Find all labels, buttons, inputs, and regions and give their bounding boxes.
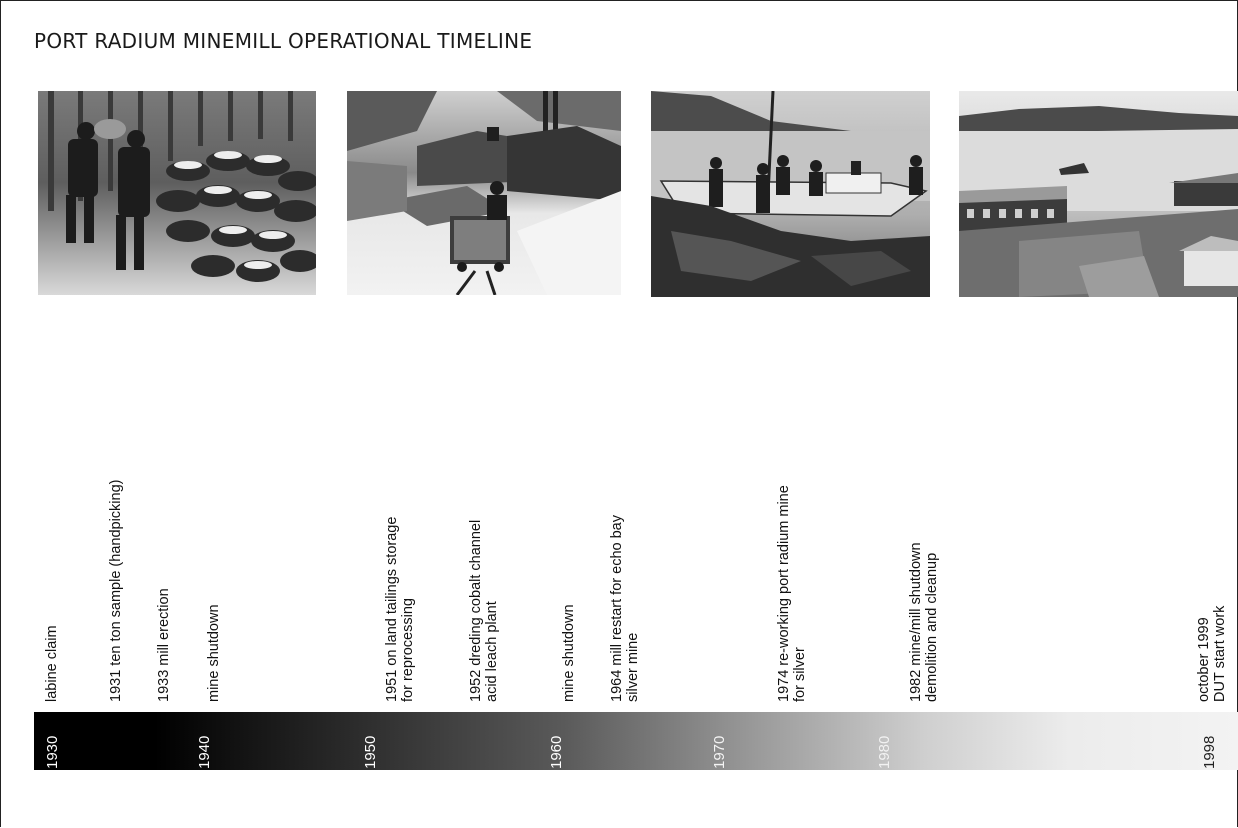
event-1933-mill-erection: 1933 mill erection <box>156 588 172 702</box>
photo-workers-sacks <box>38 91 316 295</box>
event-1931-sample: 1931 ten ton sample (handpicking) <box>108 479 124 702</box>
event-mine-shutdown-2: mine shutdown <box>561 604 577 702</box>
year-1950: 1950 <box>362 735 379 769</box>
year-1960: 1960 <box>548 735 565 769</box>
event-labine-claim: labine claim <box>44 625 60 702</box>
year-1980: 1980 <box>876 735 893 769</box>
photo-site-aerial <box>959 91 1238 297</box>
page-title: PORT RADIUM MINEMILL OPERATIONAL TIMELINE <box>34 29 533 53</box>
event-1951-tailings: 1951 on land tailings storage for reprocessing <box>384 516 416 702</box>
event-1952-dredging: 1952 dreding cobalt channel acid leach plant <box>468 519 500 702</box>
photo-mine-buildings-cart <box>347 91 621 295</box>
year-1998: 1998 <box>1201 735 1218 769</box>
event-1982-shutdown: 1982 mine/mill shutdown demolition and cleanup <box>908 542 940 702</box>
year-1940: 1940 <box>196 735 213 769</box>
event-mine-shutdown-1: mine shutdown <box>206 604 222 702</box>
event-1999-dut-start: october 1999 DUT start work <box>1196 605 1228 702</box>
event-1974-reworking: 1974 re-working port radium mine for silver <box>776 485 808 702</box>
photo-boat-shore <box>651 91 930 297</box>
event-1964-mill-restart: 1964 mill restart for echo bay silver mine <box>609 515 641 702</box>
year-1930: 1930 <box>44 735 61 769</box>
year-1970: 1970 <box>711 735 728 769</box>
